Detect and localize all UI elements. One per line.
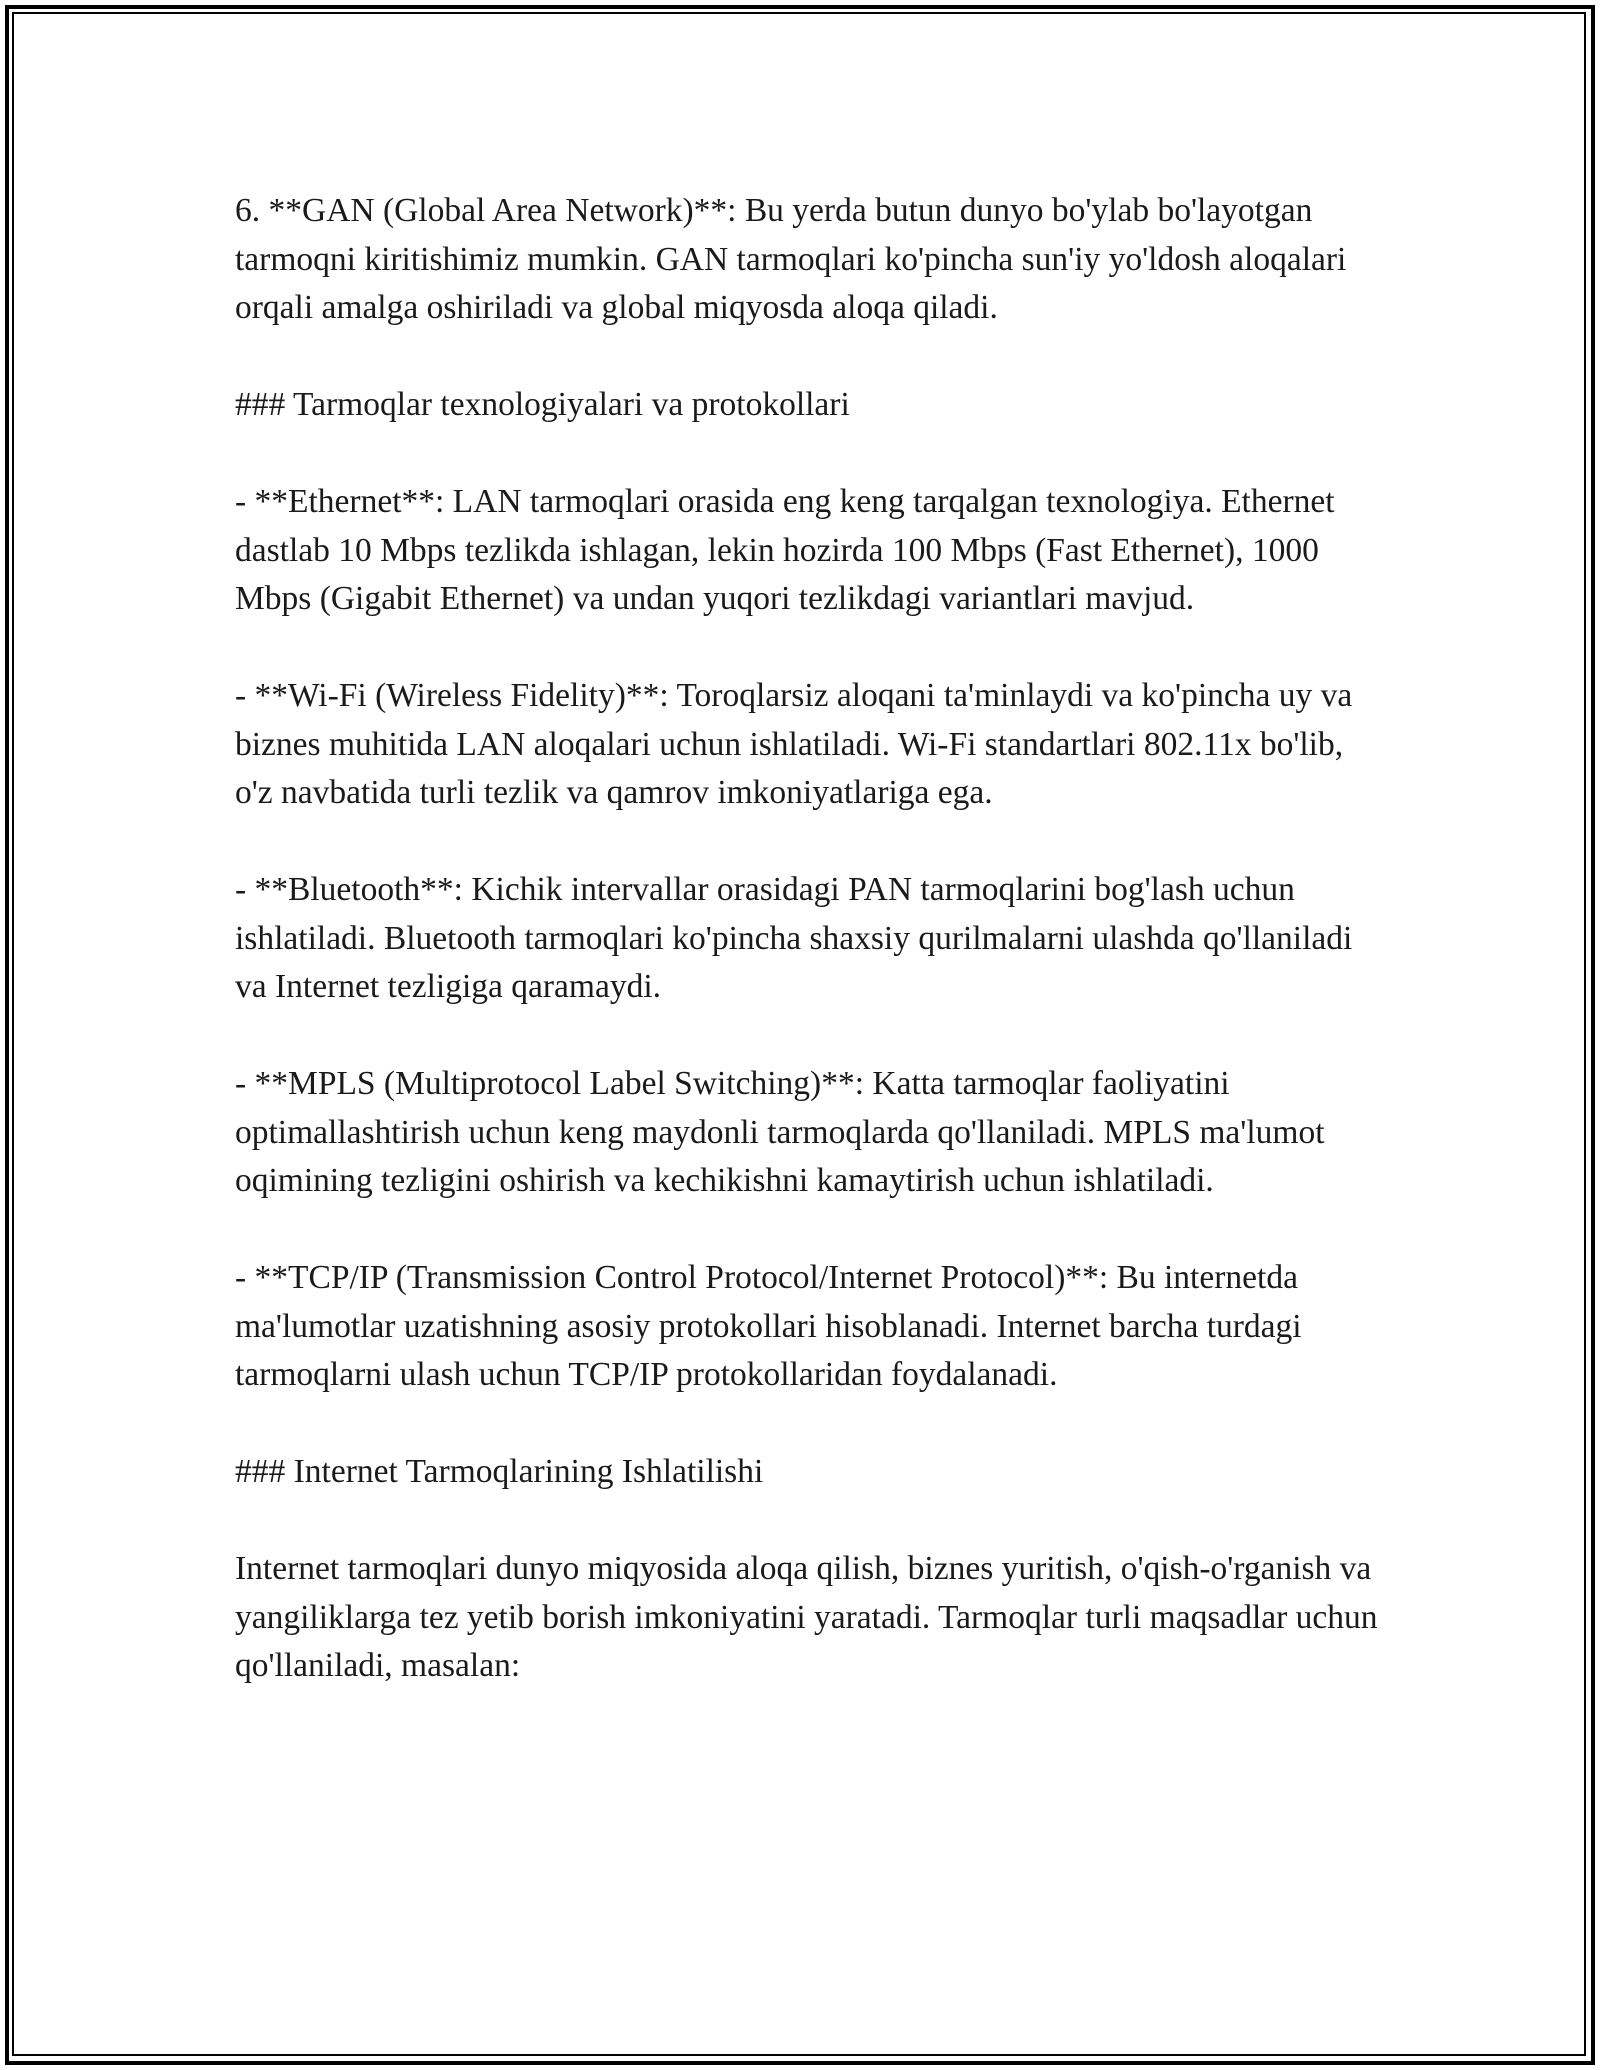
list-item-wifi: - **Wi-Fi (Wireless Fidelity)**: Toroqlarsiz aloqani ta'minlaydi va ko'pincha uy va biznes muhitida LAN aloqalari uchun ishlatiladi. Wi-Fi standartlari 802.11x bo'lib, o'z navbatida turli tezlik va qamrov imkoniyatlariga ega. — [235, 677, 1353, 811]
paragraph-internet-usage: Internet tarmoqlari dunyo miqyosida aloqa qilish, biznes yuritish, o'qish-o'rganish va yangiliklarga tez yetib borish imkoniyatini yaratadi. Tarmoqlar turli maqsadlar uchun qo'llaniladi, masalan: — [235, 1550, 1378, 1684]
list-item-mpls: - **MPLS (Multiprotocol Label Switching)**: Katta tarmoqlar faoliyatini optimallashtirish uchun keng maydonli tarmoqlarda qo'llaniladi. MPLS ma'lumot oqimining tezligini oshirish va kechikishni kamaytirish uchun ishlatiladi. — [235, 1065, 1325, 1199]
list-item-bluetooth: - **Bluetooth**: Kichik intervallar orasidagi PAN tarmoqlarini bog'lash uchun ishlatiladi. Bluetooth tarmoqlari ko'pincha shaxsiy qurilmalarni ulashda qo'llaniladi va Internet tezligiga qaramaydi. — [235, 871, 1353, 1005]
heading-internet-usage: ### Internet Tarmoqlarining Ishlatilishi — [235, 1453, 764, 1490]
list-item-ethernet: - **Ethernet**: LAN tarmoqlari orasida eng keng tarqalgan texnologiya. Ethernet dastlab 10 Mbps tezlikda ishlagan, lekin hozirda 100 Mbps (Fast Ethernet), 1000 Mbps (Gigabit Ethernet) va undan yuqori tezlikdagi variantlari mavjud. — [235, 483, 1335, 617]
paragraph-gan: 6. **GAN (Global Area Network)**: Bu yerda butun dunyo bo'ylab bo'layotgan tarmoqni kiritishimiz mumkin. GAN tarmoqlari ko'pincha sun'iy yo'ldosh aloqalari orqali amalga oshiriladi va global miqyosda aloqa qiladi. — [235, 192, 1347, 326]
document-body — [235, 187, 1385, 1739]
list-item-tcpip: - **TCP/IP (Transmission Control Protocol/Internet Protocol)**: Bu internetda ma'lumotlar uzatishning asosiy protokollari hisoblanadi. Internet barcha turdagi tarmoqlarni ulash uchun TCP/IP protokollaridan foydalanadi. — [235, 1259, 1302, 1393]
heading-technologies: ### Tarmoqlar texnologiyalari va protokollari — [235, 386, 850, 423]
